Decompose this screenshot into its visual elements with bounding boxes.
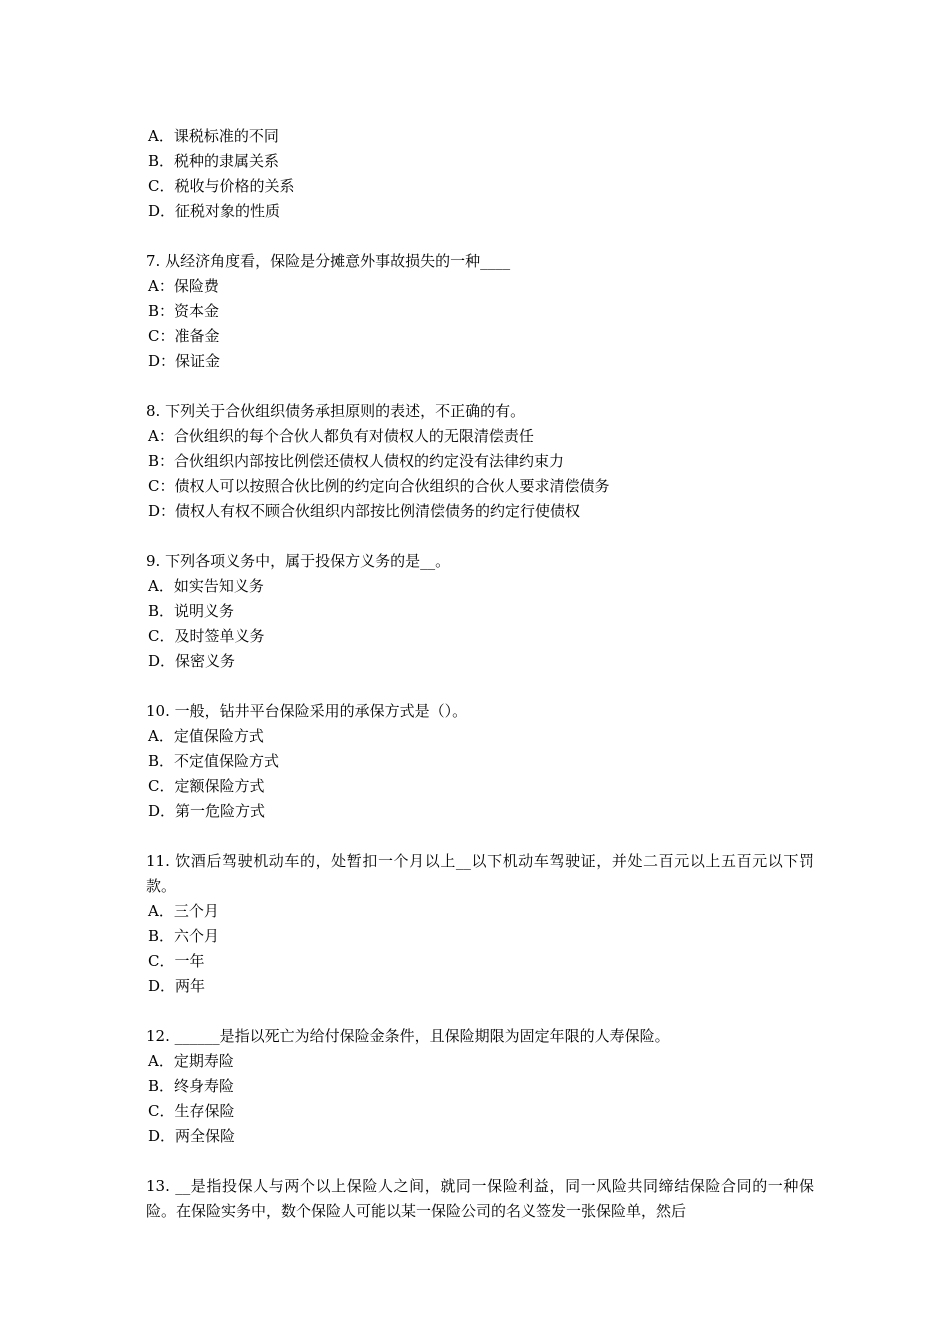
- question-stem: 8. 下列关于合伙组织债务承担原则的表述，不正确的有。: [146, 402, 526, 420]
- option-b: B．不定值保险方式: [148, 752, 280, 770]
- option-c: C．及时签单义务: [148, 627, 265, 645]
- question-10: [146, 699, 814, 824]
- question-stem: 12. ______是指以死亡为给付保险金条件，且保险期限为固定年限的人寿保险。: [146, 1027, 670, 1045]
- option-a: A．三个月: [148, 902, 219, 920]
- option-b: B．税种的隶属关系: [148, 152, 280, 170]
- option-d: D．第一危险方式: [148, 802, 266, 820]
- option-c: C．税收与价格的关系: [148, 177, 295, 195]
- option-d: D：保证金: [148, 352, 221, 370]
- option-b: B．六个月: [148, 927, 220, 945]
- option-a: A：保险费: [148, 277, 219, 295]
- question-6: [146, 124, 814, 224]
- option-d: D：债权人有权不顾合伙组织内部按比例清偿债务的约定行使债权: [148, 502, 581, 520]
- option-c: C：债权人可以按照合伙比例的约定向合伙组织的合伙人要求清偿债务: [148, 477, 610, 495]
- question-9: [146, 549, 814, 674]
- question-13: [146, 1174, 814, 1224]
- option-d: D．征税对象的性质: [148, 202, 281, 220]
- option-a: A．定期寿险: [148, 1052, 234, 1070]
- question-stem: 10. 一般，钻井平台保险采用的承保方式是（）。: [146, 702, 468, 720]
- option-d: D．两年: [148, 977, 206, 995]
- option-a: A．定值保险方式: [148, 727, 264, 745]
- option-c: C．定额保险方式: [148, 777, 265, 795]
- question-12: [146, 1024, 814, 1149]
- question-stem: 13. __是指投保人与两个以上保险人之间，就同一保险利益，同一风险共同缔结保险合同的一种保险。在保险实务中，数个保险人可能以某一保险公司的名义签发一张保险单，然后: [146, 1177, 814, 1220]
- question-11: [146, 849, 814, 999]
- question-8: [146, 399, 814, 524]
- option-c: C．一年: [148, 952, 205, 970]
- question-stem: 11. 饮酒后驾驶机动车的，处暂扣一个月以上__以下机动车驾驶证，并处二百元以上五百元以下罚款。: [146, 852, 814, 895]
- document-page: [146, 124, 814, 1224]
- option-a: A．如实告知义务: [148, 577, 264, 595]
- option-d: D．保密义务: [148, 652, 236, 670]
- option-d: D．两全保险: [148, 1127, 236, 1145]
- option-b: B：合伙组织内部按比例偿还债权人债权的约定没有法律约束力: [148, 452, 565, 470]
- question-7: [146, 249, 814, 374]
- option-c: C．生存保险: [148, 1102, 235, 1120]
- option-c: C：准备金: [148, 327, 220, 345]
- option-a: A．课税标准的不同: [148, 127, 279, 145]
- option-b: B．终身寿险: [148, 1077, 235, 1095]
- option-b: B．说明义务: [148, 602, 235, 620]
- option-a: A：合伙组织的每个合伙人都负有对债权人的无限清偿责任: [148, 427, 534, 445]
- question-stem: 9. 下列各项义务中，属于投保方义务的是__。: [146, 552, 451, 570]
- option-b: B：资本金: [148, 302, 220, 320]
- question-stem: 7. 从经济角度看，保险是分摊意外事故损失的一种____: [146, 252, 511, 270]
